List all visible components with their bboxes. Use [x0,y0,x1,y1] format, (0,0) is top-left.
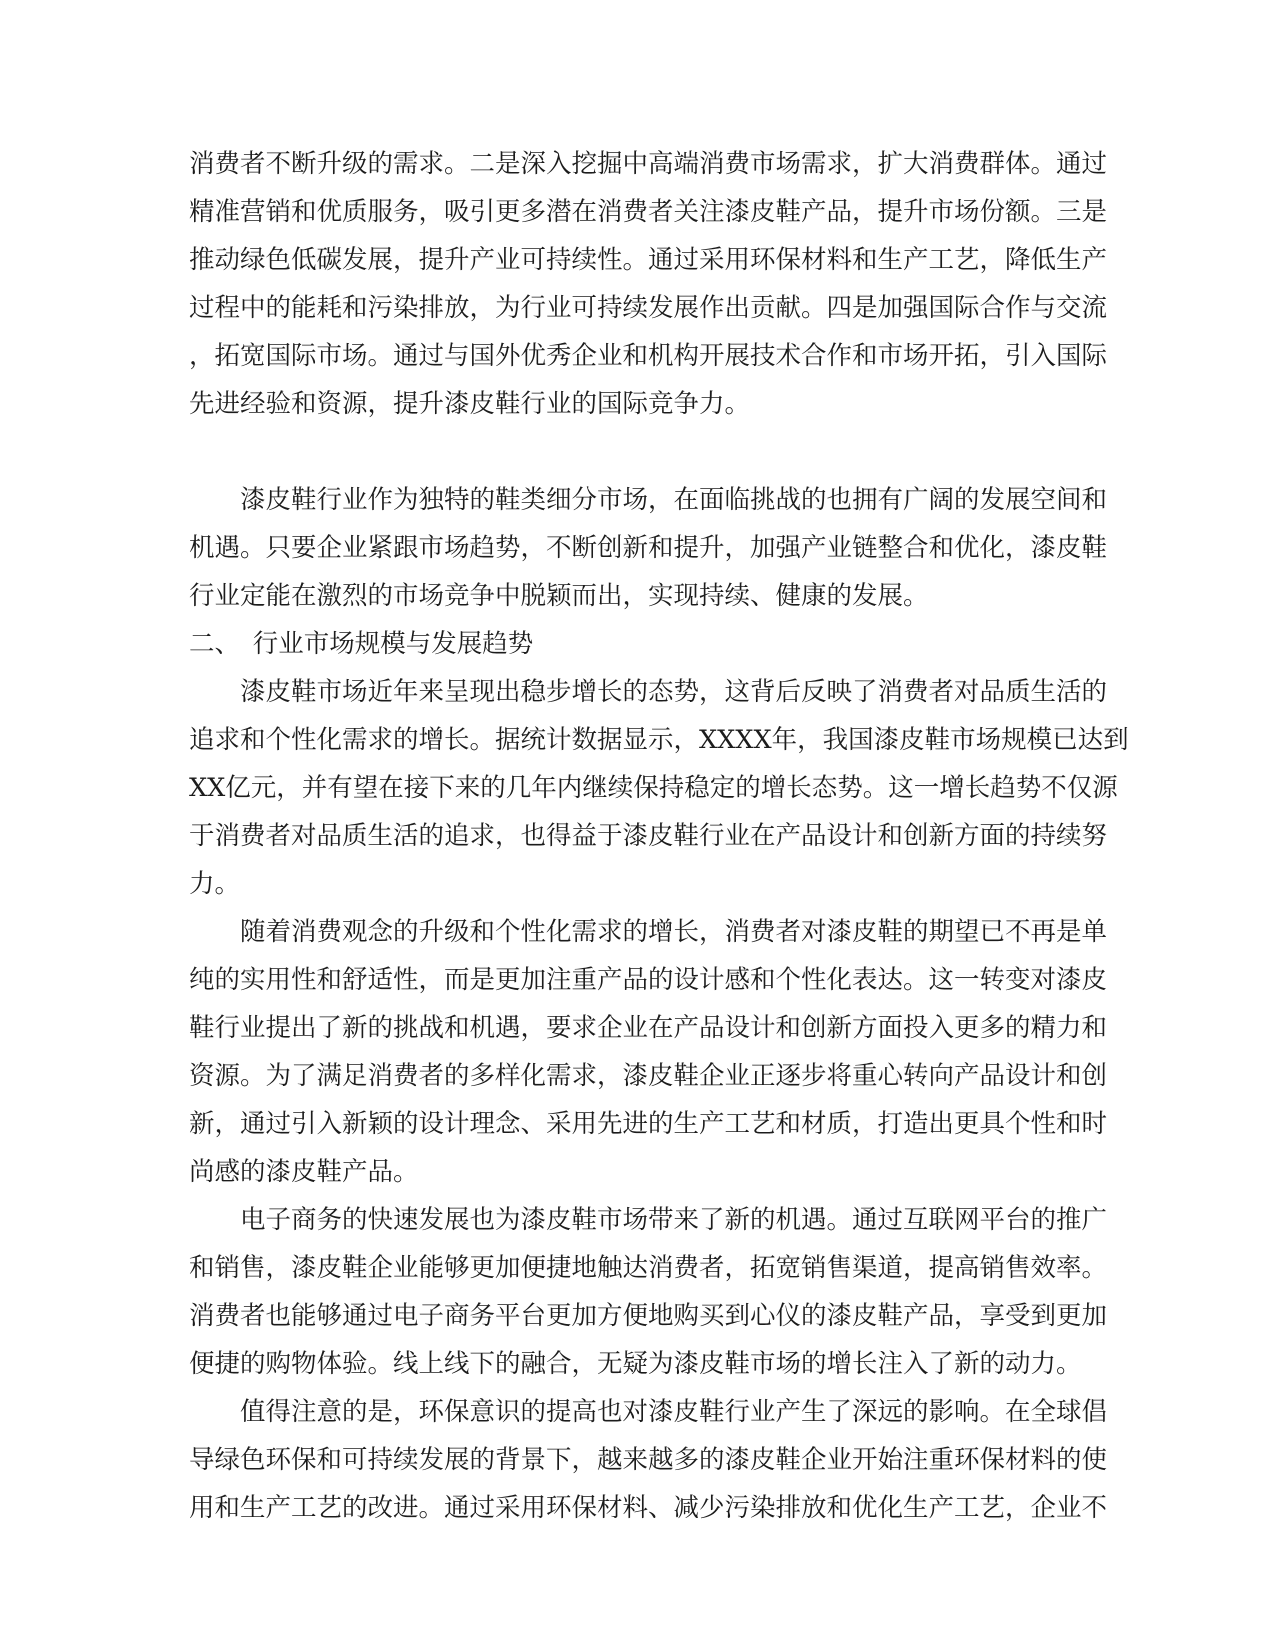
text-line: 便捷的购物体验。线上线下的融合，无疑为漆皮鞋市场的增长注入了新的动力。 [189,1349,1082,1379]
text-line: 力。 [189,869,241,899]
text-line: 随着消费观念的升级和个性化需求的增长，消费者对漆皮鞋的期望已不再是单 [189,917,1108,947]
text-line: 行业定能在激烈的市场竞争中脱颖而出，实现持续、健康的发展。 [189,581,929,611]
text-line: 电子商务的快速发展也为漆皮鞋市场带来了新的机遇。通过互联网平台的推广 [189,1205,1108,1235]
paragraph [189,1196,1108,1388]
text-line: 纯的实用性和舒适性，而是更加注重产品的设计感和个性化表达。这一转变对漆皮 [189,965,1108,995]
document-body [189,140,1129,1532]
text-line: 过程中的能耗和污染排放，为行业可持续发展作出贡献。四是加强国际合作与交流 [189,293,1108,323]
text-line: 导绿色环保和可持续发展的背景下，越来越多的漆皮鞋企业开始注重环保材料的使 [189,1445,1108,1475]
text-line: 尚感的漆皮鞋产品。 [189,1157,419,1187]
text-line: 先进经验和资源，提升漆皮鞋行业的国际竞争力。 [189,389,751,419]
text-line: 推动绿色低碳发展，提升产业可持续性。通过采用环保材料和生产工艺，降低生产 [189,245,1108,275]
heading-text: 二、 行业市场规模与发展趋势 [189,629,534,659]
paragraph [189,668,1129,908]
text-line: 消费者不断升级的需求。二是深入挖掘中高端消费市场需求，扩大消费群体。通过 [189,149,1108,179]
text-line: 漆皮鞋市场近年来呈现出稳步增长的态势，这背后反映了消费者对品质生活的 [189,677,1108,707]
text-line: XX亿元，并有望在接下来的几年内继续保持稳定的增长态势。这一增长趋势不仅源 [189,773,1118,803]
text-line: 精准营销和优质服务，吸引更多潜在消费者关注漆皮鞋产品，提升市场份额。三是 [189,197,1108,227]
paragraph [189,476,1108,620]
text-line: 漆皮鞋行业作为独特的鞋类细分市场，在面临挑战的也拥有广阔的发展空间和 [189,485,1108,515]
text-line: 消费者也能够通过电子商务平台更加方便地购买到心仪的漆皮鞋产品，享受到更加 [189,1301,1108,1331]
text-line: 于消费者对品质生活的追求，也得益于漆皮鞋行业在产品设计和创新方面的持续努 [189,821,1108,851]
section-heading [189,620,1089,668]
text-line: 机遇。只要企业紧跟市场趋势，不断创新和提升，加强产业链整合和优化，漆皮鞋 [189,533,1108,563]
text-line: 资源。为了满足消费者的多样化需求，漆皮鞋企业正逐步将重心转向产品设计和创 [189,1061,1108,1091]
text-line: ，拓宽国际市场。通过与国外优秀企业和机构开展技术合作和市场开拓，引入国际 [189,341,1108,371]
text-line: 值得注意的是，环保意识的提高也对漆皮鞋行业产生了深远的影响。在全球倡 [189,1397,1108,1427]
text-line: 用和生产工艺的改进。通过采用环保材料、减少污染排放和优化生产工艺，企业不 [189,1493,1108,1523]
paragraph [189,1388,1108,1532]
text-line: 追求和个性化需求的增长。据统计数据显示，XXXX年，我国漆皮鞋市场规模已达到 [189,725,1129,755]
paragraph [189,908,1108,1196]
paragraph [189,140,1108,428]
text-line: 新，通过引入新颖的设计理念、采用先进的生产工艺和材质，打造出更具个性和时 [189,1109,1108,1139]
text-line: 和销售，漆皮鞋企业能够更加便捷地触达消费者，拓宽销售渠道，提高销售效率。 [189,1253,1108,1283]
text-line: 鞋行业提出了新的挑战和机遇，要求企业在产品设计和创新方面投入更多的精力和 [189,1013,1108,1043]
